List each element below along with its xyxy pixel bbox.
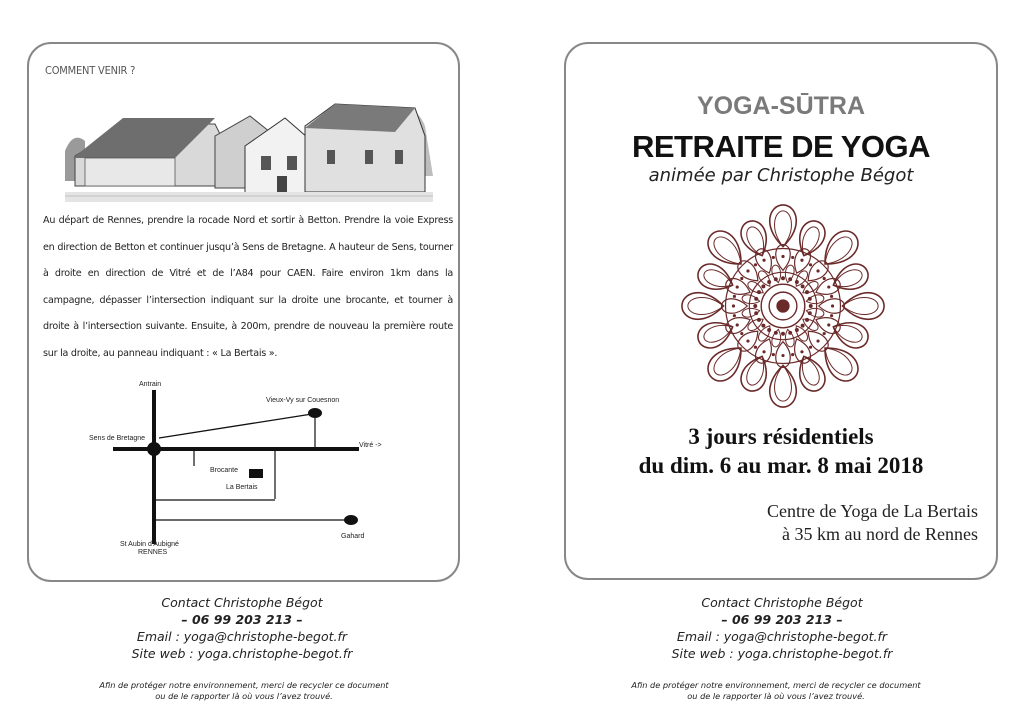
contact-email: Email : yoga@christophe-begot.fr — [136, 629, 348, 644]
retreat-subtitle: animée par Christophe Bégot — [648, 165, 914, 186]
contact-phone: – 06 99 203 213 – — [181, 612, 303, 627]
map-label-st-aubin: St Aubin d'Aubigné — [120, 541, 179, 548]
map-label-antrain: Antrain — [139, 381, 162, 388]
venue-name: Centre de Yoga de La Bertais — [767, 501, 978, 521]
map-label-gahard: Gahard — [341, 533, 365, 540]
directions-text: Au départ de Rennes, prendre la rocade Nord et sortir à Betton. Prendre la voie Express en direction de Betton et continuer jusqu’à Sens de Bretagne. A hauteur de Sens, tourner à droite en direction de Vitré et de l’A84 pour CAEN. Faire environ 1km dans la campagne, dépasser l’intersection indiquant sur la droite une brocante, et tourner à droite à l’intersection suivante. Ensuite, à 200m, prendre de nouveau la première route sur la droite, au panneau indiquant : « La Bertais ». — [43, 215, 453, 359]
recycle-line-1: Afin de protéger notre environnement, merci de recycler ce document — [631, 680, 921, 690]
recycle-note-left — [64, 680, 424, 702]
dates-line: du dim. 6 au mar. 8 mai 2018 — [638, 453, 924, 478]
recycle-line-1: Afin de protéger notre environnement, merci de recycler ce document — [99, 680, 389, 690]
contact-block-right — [632, 594, 932, 662]
retreat-dates — [566, 422, 996, 480]
recycle-note-right — [596, 680, 956, 702]
map-label-sens: Sens de Bretagne — [89, 435, 146, 442]
venue-info — [767, 500, 978, 546]
days-line: 3 jours résidentiels — [688, 424, 874, 449]
contact-web: Site web : yoga.christophe-begot.fr — [671, 646, 893, 661]
directions-card — [27, 42, 460, 582]
map-label-bertais: La Bertais — [226, 484, 258, 491]
contact-phone: – 06 99 203 213 – — [721, 612, 843, 627]
map-label-vieux-vy: Vieux-Vy sur Couesnon — [266, 397, 340, 404]
retreat-card — [564, 42, 998, 580]
contact-name: Contact Christophe Bégot — [701, 595, 863, 610]
contact-name: Contact Christophe Bégot — [161, 595, 323, 610]
contact-email: Email : yoga@christophe-begot.fr — [676, 629, 888, 644]
yoga-sutra-heading: YOGA-SŪTRA — [696, 92, 866, 120]
map-label-rennes: RENNES — [138, 549, 168, 554]
contact-block-left — [92, 594, 392, 662]
contact-web: Site web : yoga.christophe-begot.fr — [131, 646, 353, 661]
retreat-title: RETRAITE DE YOGA — [631, 129, 931, 164]
road-map — [79, 374, 399, 554]
recycle-line-2: ou de le rapporter là où vous l’avez trouvé. — [687, 691, 865, 701]
venue-distance: à 35 km au nord de Rennes — [782, 524, 978, 544]
map-label-brocante: Brocante — [210, 467, 239, 474]
section-heading: COMMENT VENIR ? — [45, 64, 136, 77]
recycle-line-2: ou de le rapporter là où vous l’avez trouvé. — [155, 691, 333, 701]
farmhouse-illustration — [65, 96, 433, 202]
mandala-icon — [674, 201, 892, 411]
map-label-vitre: Vitré -> — [359, 442, 382, 449]
